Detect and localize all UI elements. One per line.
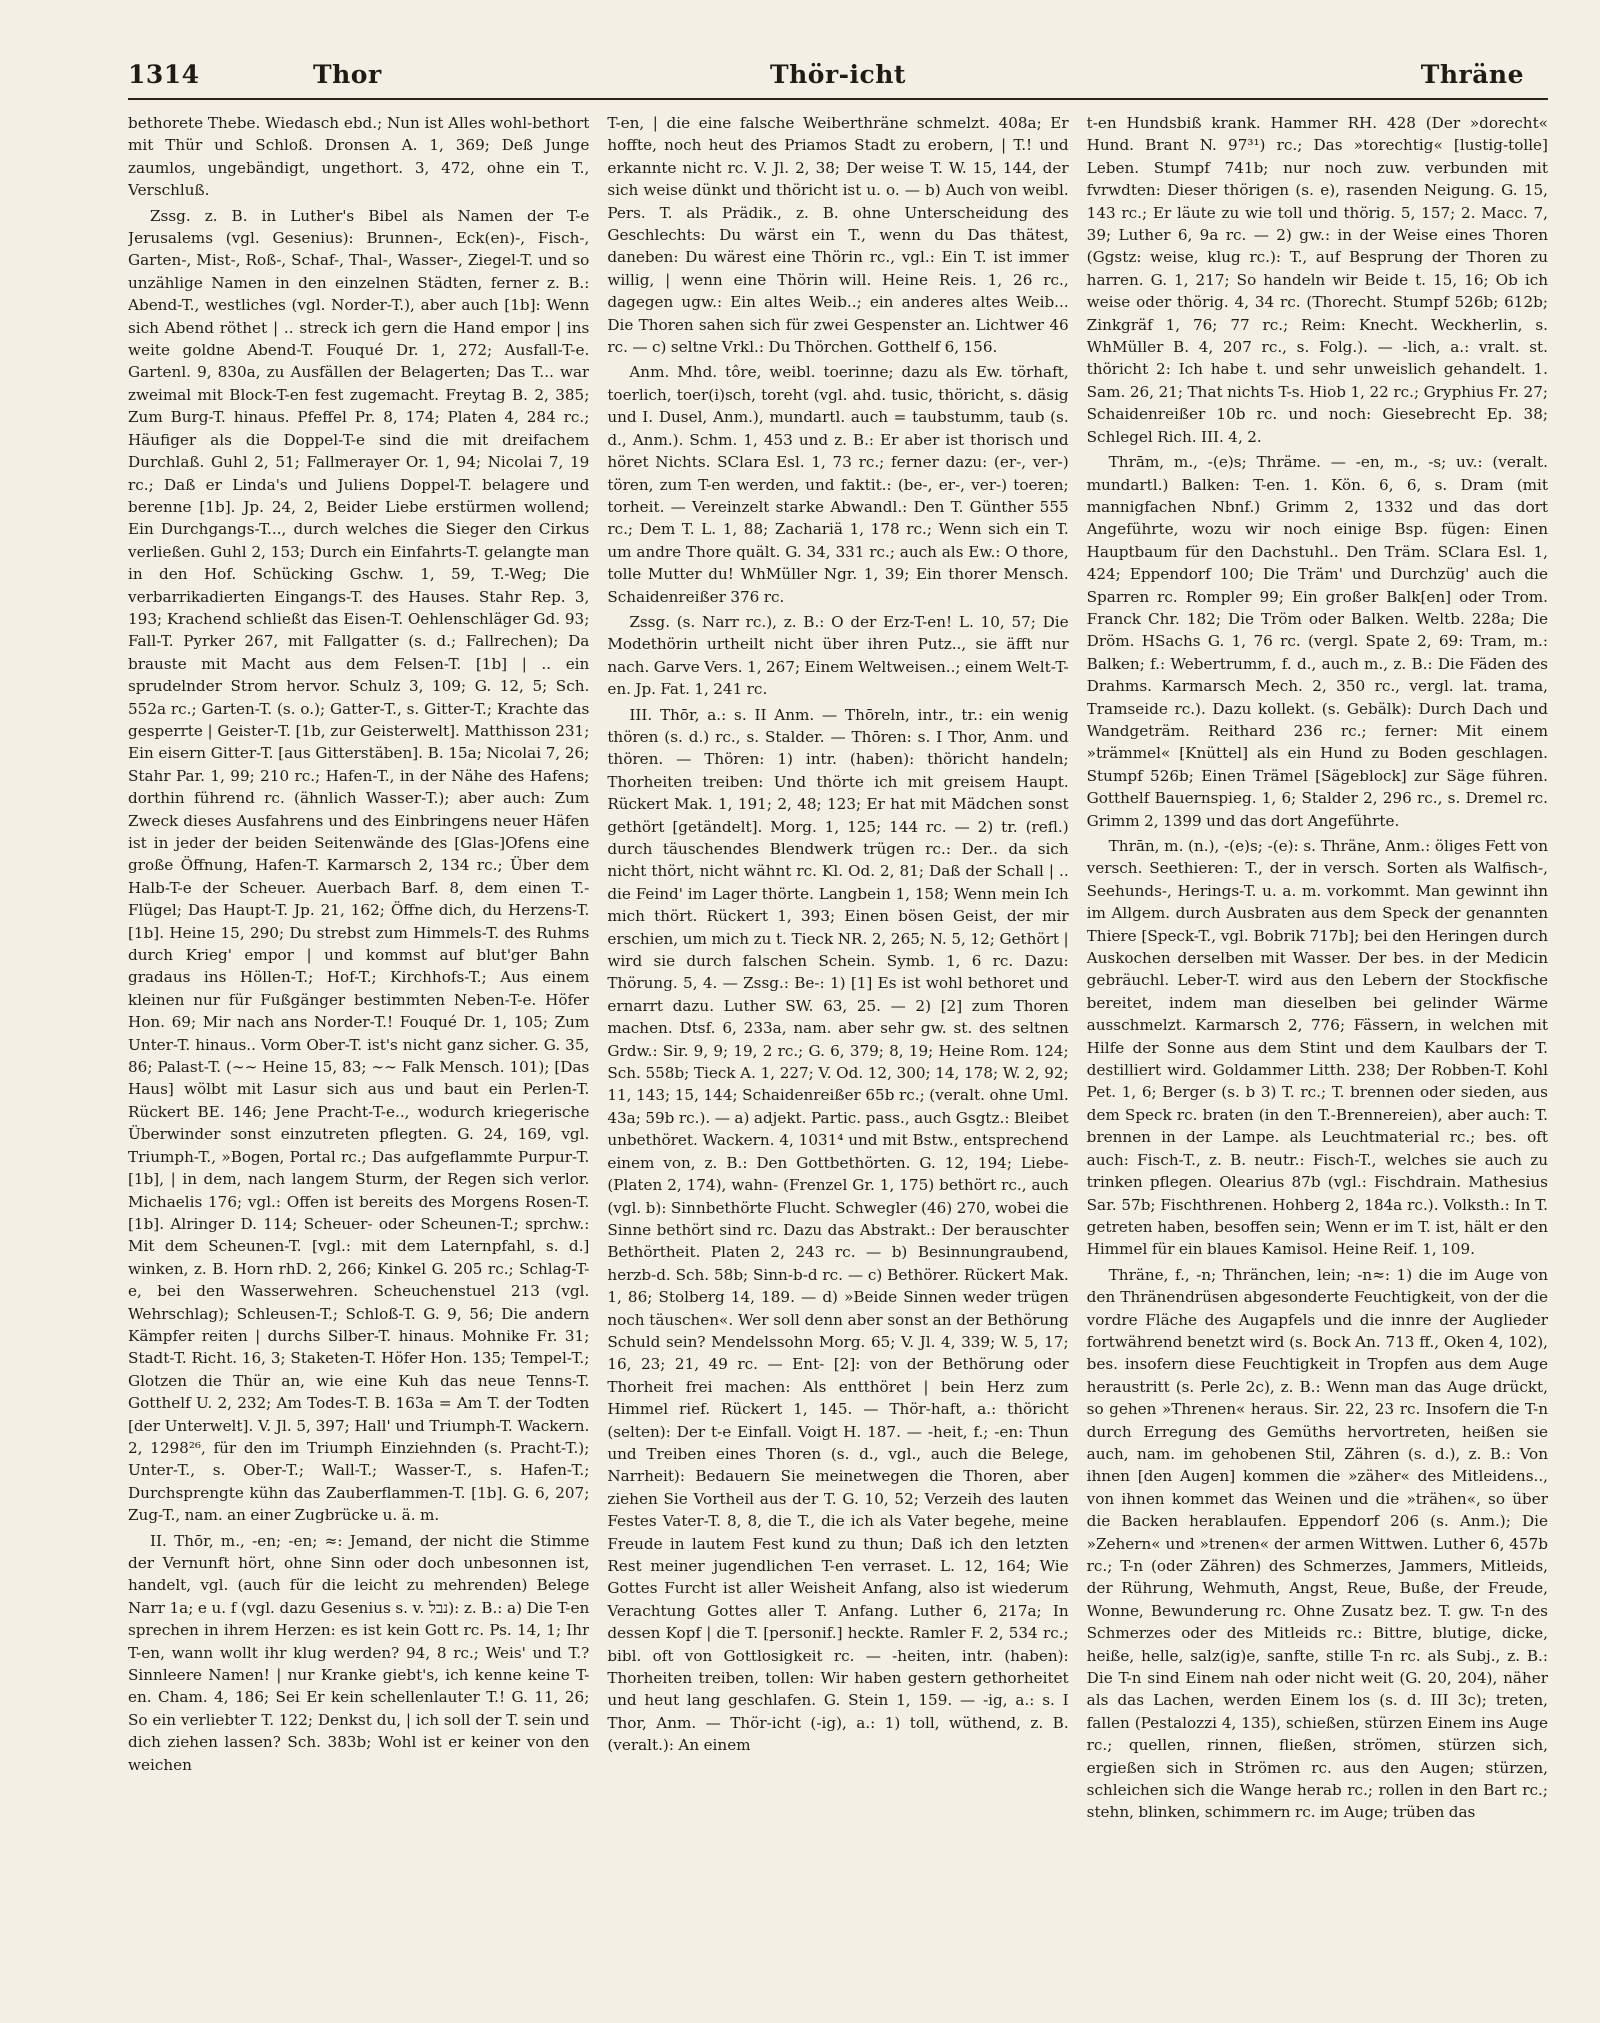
entry-paragraph: t-en Hundsbiß krank. Hammer RH. 428 (Der »dorecht« Hund. Brant N. 97³¹) rc.; Das »torechtig« [lustig-tolle] Leben. Stumpf 741b; nur noch zuw. verbunden mit fvrwdten: Dieser thörigen (s. e), rasenden Neigung. G. 15, 143 rc.; Er läute zu wie toll und thörig. 5, 157; 2. Macc. 7, 39; Luther 6, 9a rc. — 2) gw.: in der Weise eines Thoren (Ggstz: weise, klug rc.): T., auf Besprung der Thoren zu harren. G. 1, 217; So handeln wir Beide t. 15, 16; Ob ich weise oder thörig. 4, 34 rc. (Thorecht. Stumpf 526b; 612b; Zinkgräf 1, 76; 77 rc.; Reim: Knecht. Weckherlin, s. WhMüller B. 4, 207 rc., s. Folg.). — -lich, a.: vralt. st. thöricht 2: Ich habe t. und sehr unweislich gehandelt. 1. Sam. 26, 21; That nichts T-s. Hiob 1, 22 rc.; Gryphius Fr. 27; Schaidenreißer 10b rc. und noch: Giesebrecht Ep. 38; Schlegel Rich. III. 4, 2. [1086,114,1548,446]
column-left [128,112,589,2001]
running-header [128,52,1548,100]
entry-paragraph: III. Thōr, a.: s. II Anm. — Thōreln, intr., tr.: ein wenig thören (s. d.) rc., s. Stalder. — Thōren: s. I Thor, Anm. und thören. — Thören: 1) intr. (haben): thöricht handeln; Thorheiten treiben: Und thörte ich mit greisem Haupt. Rückert Mak. 1, 191; 2, 48; 123; Er hat mit Mädchen sonst gethört [getändelt]. Morg. 1, 125; 144 rc. — 2) tr. (refl.) durch täuschendes Blendwerk trügen rc.: Der.. da sich nicht thört, nicht wähnt rc. Kl. Od. 2, 81; Daß der Schall | .. die Feind' im Lager thörte. Langbein 1, 158; Wenn mein Ich mich thört. Rückert 1, 393; Einen bösen Geist, der mir erschien, um mich zu t. Tieck NR. 2, 265; N. 5, 12; Gethört | wird sie durch falschen Schein. Symb. 1, 6 rc. Dazu: Thörung. 5, 4. — Zssg.: Be-: 1) [1] Es ist wohl bethoret und ernarrt dazu. Luther SW. 63, 25. — 2) [2] zum Thoren machen. Dtsf. 6, 233a, nam. aber sehr gw. st. des seltnen Grdw.: Sir. 9, 9; 19, 2 rc.; G. 6, 379; 8, 19; Heine Rom. 124; Sch. 558b; Tieck A. 1, 227; V. Od. 12, 300; 14, 178; W. 2, 92; 11, 143; 15, 144; Schaidenreißer 65b rc.; (veralt. ohne Uml. 43a; 59b rc.). — a) adjekt. Partic. pass., auch Gsgtz.: Bleibet unbethöret. Wackern. 4, 1031⁴ und mit Bstw., entsprechend einem von, z. B.: Den Gottbethörten. G. 12, 194; Liebe- (Platen 2, 174), wahn- (Frenzel Gr. 1, 175) bethört rc., auch (vgl. b): Sinnbethörte Flucht. Schwegler (46) 270, wobei die Sinne bethört sind rc. Dazu das Abstrakt.: Der berauschter Bethörtheit. Platen 2, 243 rc. — b) Besinnungraubend, herzb-d. Sch. 58b; Sinn-b-d rc. — c) Bethörer. Rückert Mak. 1, 86; Stolberg 14, 189. — d) »Beide Sinnen weder trügen noch täuschen«. Wer soll denn aber sonst an der Bethörung Schuld sein? Mendelssohn Morg. 65; V. Jl. 4, 339; W. 5, 17; 16, 23; 21, 49 rc. — Ent- [2]: von der Bethörung oder Thorheit frei machen: Als entthöret | bein Herz zum Himmel rief. Rückert 1, 145. — Thör-haft, a.: thöricht (selten): Der t-e Einfall. Voigt H. 187. — -heit, f.; -en: Thun und Treiben eines Thoren (s. d., vgl., auch die Belege, Narrheit): Bedauern Sie meinetwegen die Thoren, aber ziehen Sie Vortheil aus der T. G. 10, 52; Verzeih des lauten Festes Vater-T. 8, 8, die T., die ich als Vater begehe, meine Freude in lautem Fest kund zu thun; Daß ich den letzten Rest meiner jugendlichen T-en verraset. L. 12, 164; Wie Gottes Furcht ist aller Weisheit Anfang, also ist wiederum Verachtung Gottes aller T. Anfang. Luther 6, 217a; In dessen Kopf | die T. [personif.] heckte. Ramler F. 2, 534 rc.; bibl. oft von Gottlosigkeit rc. — -heiten, intr. (haben): Thorheiten treiben, tollen: Wir haben gestern gethorheitet und heut lang geschlafen. G. Stein 1, 159. — -ig, a.: s. I Thor, Anm. — Thör-icht (-ig), a.: 1) toll, wüthend, z. B. (veralt.): An einem [607,705,1069,1755]
text-columns [128,112,1548,2001]
page-number: 1314 [128,60,200,89]
column-right [1087,112,1548,2001]
column-middle [607,112,1068,2001]
entry-paragraph: Anm. Mhd. tôre, weibl. toerinne; dazu als Ew. törhaft, toerlich, toer(i)sch, toreht (vgl. ahd. tusic, thöricht, s. däsig und I. Dusel, Anm.), mundartl. auch = taubstumm, taub (s. d., Anm.). Schm. 1, 453 und z. B.: Er aber ist thorisch und höret Nichts. SClara Esl. 1, 73 rc.; ferner dazu: (er-, ver-) tören, zum T-en werden, und faktit.: (be-, er-, ver-) toeren; torheit. — Vereinzelt starke Abwandl.: Den T. Günther 555 rc.; Dem T. L. 1, 88; Zachariä 1, 178 rc.; Wenn sich ein T. um andre Thore quält. G. 34, 331 rc.; auch als Ew.: O thore, tolle Mutter du! WhMüller Ngr. 1, 39; Ein thorer Mensch. Schaidenreißer 376 rc. [607,363,1069,606]
entry-paragraph: T-en, | die eine falsche Weiberthräne schmelzt. 408a; Er hoffte, noch heut des Priamos Stadt zu erobern, | T.! und erkannte nicht rc. V. Jl. 2, 38; Der weise T. W. 15, 144, der sich weise dünkt und thöricht ist u. o. — b) Auch von weibl. Pers. T. als Prädik., z. B. ohne Unterscheidung des Geschlechts: Du wärst ein T., wenn du Das thätest, daneben: Du wärest eine Thörin rc., vgl.: Ein T. ist immer willig, | wenn eine Thörin will. Heine Reis. 1, 26 rc., dagegen ugw.: Ein altes Weib..; ein anderes altes Weib... Die Thoren sahen sich für zwei Gespenster an. Lichtwer 46 rc. — c) seltne Vrkl.: Du Thörchen. Gotthelf 6, 156. [607,114,1069,357]
entry-paragraph: Zssg. (s. Narr rc.), z. B.: O der Erz-T-en! L. 10, 57; Die Modethörin urtheilt nicht über ihren Putz.., sie äfft nur nach. Garve Vers. 1, 267; Einem Weltweisen..; einem Welt-T-en. Jp. Fat. 1, 241 rc. [607,612,1069,699]
right-running-head: Thräne [1420,60,1524,89]
entry-paragraph: Thrān, m. (n.), -(e)s; -(e): s. Thräne, Anm.: öliges Fett von versch. Seethieren: T., der in versch. Sorten als Walfisch-, Seehunds-, Herings-T. u. a. m. vorkommt. Man gewinnt ihn im Allgem. durch Ausbraten aus dem Speck der genannten Thiere [Speck-T., vgl. Bobrik 717b]; bei den Heringen durch Auskochen derselben mit Wasser. Der bes. in der Medicin gebräuchl. Leber-T. wird aus den Lebern der Stockfische bereitet, indem man dieselben bei gelinder Wärme ausschmelzt. Karmarsch 2, 776; Fässern, in welchen mit Hilfe der Sonne aus dem Stint und dem Kaulbars der T. destilliert wird. Goldammer Litth. 238; Der Robben-T. Kohl Pet. 1, 6; Berger (s. b 3) T. rc.; T. brennen oder sieden, aus dem Speck rc. braten (in den T.-Brennereien), aber auch: T. brennen in der Lampe. als Leuchtmaterial rc.; bes. oft auch: Fisch-T., z. B. neutr.: Fisch-T., welches sie auch zu trinken pflegen. Olearius 87b (vgl.: Fischdrain. Mathesius Sar. 57b; Fischthrenen. Hohberg 2, 184a rc.). Volksth.: In T. getreten haben, besoffen sein; Wenn er im T. ist, hält er den Himmel für ein blaues Kamisol. Heine Reif. 1, 109. [1086,837,1548,1259]
entry-paragraph: Zssg. z. B. in Luther's Bibel als Namen der T-e Jerusalems (vgl. Gesenius): Brunnen-, Eck(en)-, Fisch-, Garten-, Mist-, Roß-, Schaf-, Thal-, Wasser-, Ziegel-T. und so unzählige Namen in den einzelnen Städten, ferner z. B.: Abend-T., westliches (vgl. Norder-T.), aber auch [1b]: Wenn sich Abend röthet | .. streck ich gern die Hand empor | ins weite goldne Abend-T. Fouqué Dr. 1, 272; Ausfall-T-e. Gartenl. 9, 830a, zu Ausfällen der Belagerten; Das T... war zweimal mit Block-T-en fest zugemacht. Freytag B. 2, 385; Zum Burg-T. hinaus. Pfeffel Pr. 8, 174; Platen 4, 284 rc.; Häufiger als die Doppel-T-e sind die mit dreifachem Durchlaß. Guhl 2, 51; Fallmerayer Or. 1, 94; Nicolai 7, 19 rc.; Daß er Linda's und Juliens Doppel-T. belagere und berenne [1b]. Jp. 24, 2, Beider Liebe erstürmen wollend; Ein Durchgangs-T..., durch welches die Sieger den Cirkus verließen. Guhl 2, 153; Durch ein Einfahrts-T. gelangte man in den Hof. Schücking Gschw. 1, 59, T.-Weg; Die verbarrikadierten Eingangs-T. des Hauses. Stahr Rep. 3, 193; Krachend schließt das Eisen-T. Oehlenschläger Gd. 93; Fall-T. Pyrker 267, mit Fallgatter (s. d.; Fallrechen); Da brauste mit Macht aus dem Felsen-T. [1b] | .. ein sprudelnder Strom hervor. Schulz 3, 109; G. 12, 5; Sch. 552a rc.; Garten-T. (s. o.); Gatter-T., s. Gitter-T.; Krachte das gesperrte | Geister-T. [1b, zur Geisterwelt]. Matthisson 231; Ein eisern Gitter-T. [aus Gitterstäben]. B. 15a; Nicolai 7, 26; Stahr Par. 1, 99; 210 rc.; Hafen-T., in der Nähe des Hafens; dorthin führend rc. (ähnlich Wasser-T.); aber auch: Zum Zweck dieses Ausfahrens und des Einbringens neuer Häfen ist in jeder der beiden Seitenwände des [Glas-]Ofens eine große Öffnung, Hafen-T. Karmarsch 2, 134 rc.; Über dem Halb-T-e der Scheuer. Auerbach Barf. 8, dem einen T.-Flügel; Das Haupt-T. Jp. 21, 162; Öffne dich, du Herzens-T. [1b]. Heine 15, 290; Du strebst zum Himmels-T. des Ruhms durch Krieg' empor | und kommst auf blut'ger Bahn gradaus ins Höllen-T.; Hof-T.; Kirchhofs-T.; Aus einem kleinen nur für Fußgänger bestimmten Neben-T-e. Höfer Hon. 69; Mir nach ans Norder-T.! Fouqué Dr. 1, 105; Zum Unter-T. hinaus.. Vorm Ober-T. ist's nicht ganz sicher. G. 35, 86; Palast-T. (∼∼ Heine 15, 83; ∼∼ Falk Mensch. 101); [Das Haus] wölbt mit Lasur sich aus und baut ein Perlen-T. Rückert BE. 146; Jene Pracht-T-e.., wodurch kriegerische Überwinder sonst einzutreten pflegten. G. 24, 169, vgl. Triumph-T., »Bogen, Portal rc.; Das aufgeflammte Purpur-T. [1b], | in dem, nach langem Sturm, der Regen sich verlor. Michaelis 176; vgl.: Offen ist bereits des Morgens Rosen-T. [1b]. Alringer D. 114; Scheuer- oder Scheunen-T.; sprchw.: Mit dem Scheunen-T. [vgl.: mit dem Laternpfahl, s. d.] winken, z. B. Horn rhD. 2, 266; Kinkel G. 205 rc.; Schlag-T-e, bei den Wasserwehren. Scheuchenstuel 213 (vgl. Wehrschlag); Schleusen-T.; Schloß-T. G. 9, 56; Die andern Kämpfer reiten | durchs Silber-T. hinaus. Mohnike Fr. 31; Stadt-T. Richt. 16, 3; Staketen-T. Höfer Hon. 135; Tempel-T.; Glotzen die Thür an, wie eine Kuh das neue Tenns-T. Gotthelf U. 2, 232; Am Todes-T. B. 163a = Am T. der Todten [der Unterwelt]. V. Jl. 5, 397; Hall' und Triumph-T. Wackern. 2, 1298²⁶, für den im Triumph Einziehnden (s. Pracht-T.); Unter-T., s. Ober-T.; Wall-T.; Wasser-T., s. Hafen-T.; Durchsprengte kühn das Zauberflammen-T. [1b]. G. 6, 207; Zug-T., nam. an einer Zugbrücke u. ä. m. [128,206,590,1525]
entry-paragraph: Thrām, m., -(e)s; Thräme. — -en, m., -s; uv.: (veralt. mundartl.) Balken: T-en. 1. Kön. 6, 6, s. Dram (mit mannigfachen Nbnf.) Grimm 2, 1332 und das dort Angeführte, wozu wir noch einige Bsp. fügen: Einen Hauptbaum für den Dachstuhl.. Den Träm. SClara Esl. 1, 424; Eppendorf 100; Die Träm' und Durchzüg' auch die Sparren rc. Rompler 99; Ein großer Balk[en] oder Trom. Franck Chr. 182; Die Tröm oder Balken. Weltb. 228a; Die Dröm. HSachs G. 1, 76 rc. (vergl. Spate 2, 69: Tram, m.: Balken; f.: Webertrumm, f. d., auch m., z. B.: Die Fäden des Drahms. Karmarsch Mech. 2, 350 rc., vergl. lat. trama, Tramseide rc.). Dazu kollekt. (s. Gebälk): Durch Dach und Wandgeträm. Reithard 236 rc.; ferner: Mit einem »trämmel« [Knüttel] als ein Hund zu Boden geschlagen. Stumpf 526b; Einen Trämel [Sägeblock] zur Säge führen. Gotthelf Bauernspieg. 1, 6; Stalder 2, 296 rc., s. Dremel rc. Grimm 2, 1399 und das dort Angeführte. [1086,453,1548,830]
left-running-head: Thor [313,60,382,89]
entry-paragraph: Thräne, f., -n; Thränchen, lein; -n≈: 1) die im Auge von den Thränendrüsen abgesonderte Feuchtigkeit, von der die vordre Fläche des Augapfels und die innre der Auglieder fortwährend benetzt wird (s. Bock An. 713 ff., Oken 4, 102), bes. insofern diese Feuchtigkeit in Tropfen aus dem Auge heraustritt (s. Perle 2c), z. B.: Wenn man das Auge drückt, so gehen »Threnen« heraus. Sir. 22, 23 rc. Insofern die T-n durch Erregung des Gemüths hervortreten, heißen sie auch, nam. im gehobenen Stil, Zähren (s. d.), z. B.: Von ihnen [den Augen] kommen die »zäher« des Mitleidens.., von ihnen kommet das Weinen und die »trähen«, so über die Backen herablaufen. Eppendorf 206 (s. Anm.); Die »Zehern« und »trenen« der armen Wittwen. Luther 6, 457b rc.; T-n (oder Zähren) des Schmerzes, Jammers, Mitleids, der Rührung, Wehmuth, Angst, Reue, Buße, der Freude, Wonne, Bewunderung rc. Ohne Zusatz bez. T. gw. T-n des Schmerzes oder des Mitleids rc.: Bittre, blutige, dicke, heiße, helle, salz(ig)e, sanfte, stille T-n rc. als Subj., z. B.: Die T-n sind Einem nah oder nicht weit (G. 20, 204), näher als das Lachen, werden Einem los (s. d. III 3c); treten, fallen (Pestalozzi 4, 135), schießen, stürzen Einem ins Auge rc.; quellen, rinnen, fließen, strömen, stürzen sich, ergießen sich in Strömen rc. aus den Augen; stürzen, schleichen sich die Wange herab rc.; rollen in den Bart rc.; stehn, blinken, schimmern rc. im Auge; trüben das [1086,1265,1548,1822]
center-running-head: Thör-icht [770,60,906,89]
entry-paragraph: bethorete Thebe. Wiedasch ebd.; Nun ist Alles wohl-bethort mit Thür und Schloß. Dronsen A. 1, 369; Deß Junge zaumlos, ungebändigt, ungethort. 3, 472, ohne ein T., Verschluß. [128,114,590,200]
entry-paragraph: II. Thōr, m., -en; -en; ≈: Jemand, der nicht die Stimme der Vernunft hört, ohne Sinn oder doch unbesonnen ist, handelt, vgl. (auch für die leicht zu mehrenden) Belege Narr 1a; e u. f (vgl. dazu Gesenius s. v. נבל): z. B.: a) Die T-en sprechen in ihrem Herzen: es ist kein Gott rc. Ps. 14, 1; Ihr T-en, wann wollt ihr klug werden? 94, 8 rc.; Weis' und T.? Sinnleere Namen! | nur Kranke giebt's, ich kenne keine T-en. Cham. 4, 186; Sei Er kein schellenlauter T.! G. 11, 26; So ein verliebter T. 122; Denkst du, | ich soll der T. sein und dich ziehen lassen? Sch. 383b; Wohl ist er keiner von den weichen [128,1531,590,1774]
